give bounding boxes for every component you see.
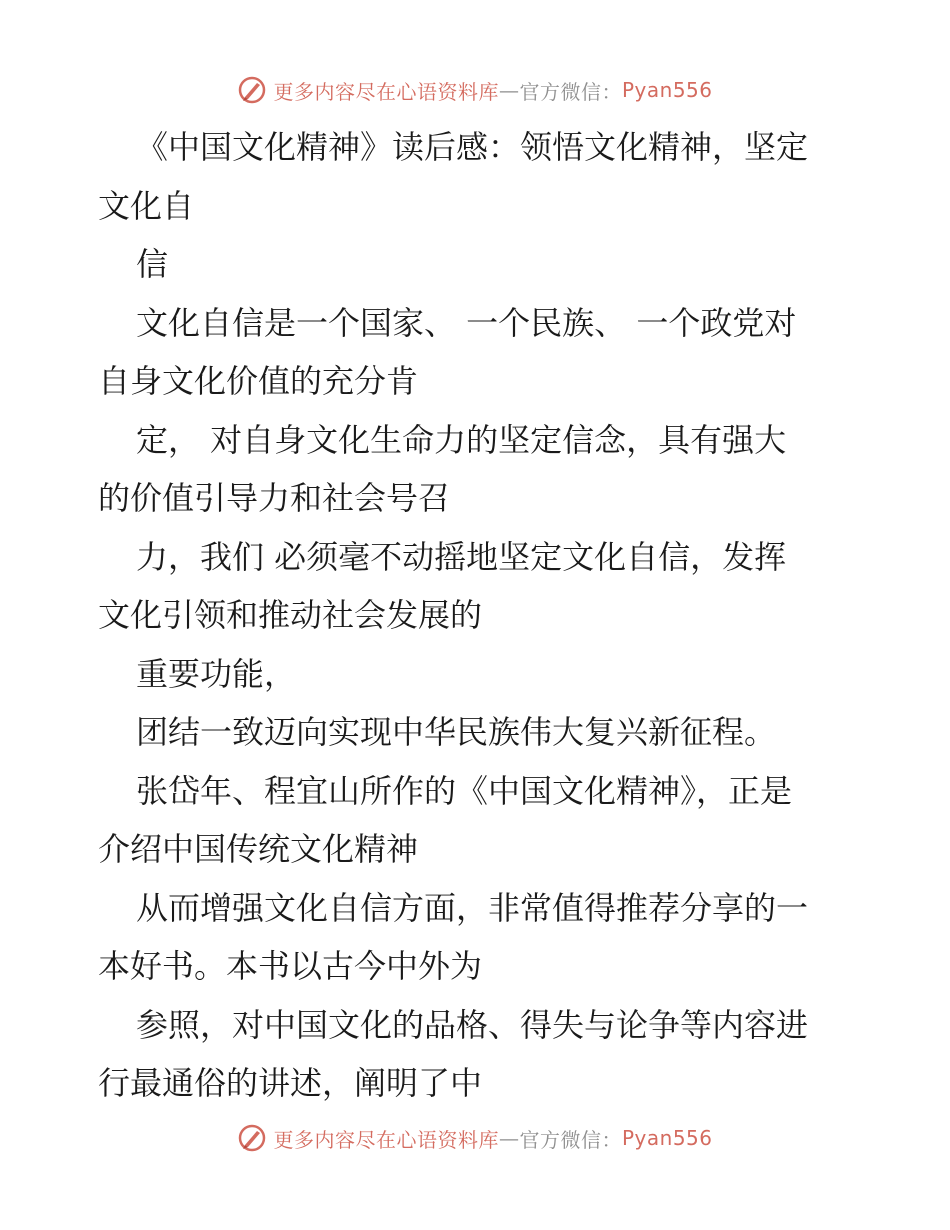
quill-pen-logo-icon — [237, 1123, 267, 1153]
watermark-wechat-label: 官方微信： — [519, 79, 622, 104]
doc-line: 参照，对中国文化的品格、得失与论争等内容进 — [136, 1005, 809, 1044]
doc-line: 从而增强文化自信方面，非常值得推荐分享的一 — [136, 888, 809, 927]
doc-line: 重要功能， — [136, 654, 297, 693]
doc-line: 定， 对自身文化生命力的坚定信念，具有强大 — [136, 420, 787, 459]
doc-title-line: 《中国文化精神》读后感：领悟文化精神，坚定 — [136, 128, 809, 166]
doc-line: 力，我们 必须毫不动摇地坚定文化自信，发挥 — [136, 537, 787, 576]
doc-line: 张岱年、程宜山所作的《中国文化精神》，正是 — [136, 771, 793, 810]
doc-line: 自身文化价值的充分肯 — [98, 362, 419, 400]
watermark-dash: — — [498, 78, 520, 102]
header-watermark — [0, 70, 950, 110]
watermark-dash: — — [498, 1126, 520, 1150]
doc-line: 行最通俗的讲述，阐明了中 — [98, 1064, 483, 1102]
watermark-wechat-label: 官方微信： — [519, 1127, 622, 1152]
doc-line: 的价值引导力和社会号召 — [98, 479, 451, 517]
watermark-wechat-id: Pyan556 — [621, 78, 713, 102]
footer-watermark — [0, 1118, 950, 1158]
watermark-wechat-id: Pyan556 — [621, 1126, 713, 1150]
doc-line: 团结一致迈向实现中华民族伟大复兴新征程。 — [136, 713, 777, 751]
doc-line: 本好书。本书以古今中外为 — [98, 947, 483, 985]
doc-line: 文化引领和推动社会发展的 — [98, 596, 483, 634]
doc-line: 文化自信是一个国家、 一个民族、 一个政党对 — [136, 303, 797, 342]
doc-line: 信 — [136, 245, 169, 283]
doc-line: 介绍中国传统文化精神 — [98, 830, 419, 868]
document-body — [98, 118, 858, 1113]
doc-title-line-cont: 文化自 — [98, 186, 195, 225]
watermark-brand: 更多内容尽在心语资料库 — [273, 1127, 499, 1152]
watermark-brand: 更多内容尽在心语资料库 — [273, 79, 499, 104]
quill-pen-logo-icon — [237, 75, 267, 105]
